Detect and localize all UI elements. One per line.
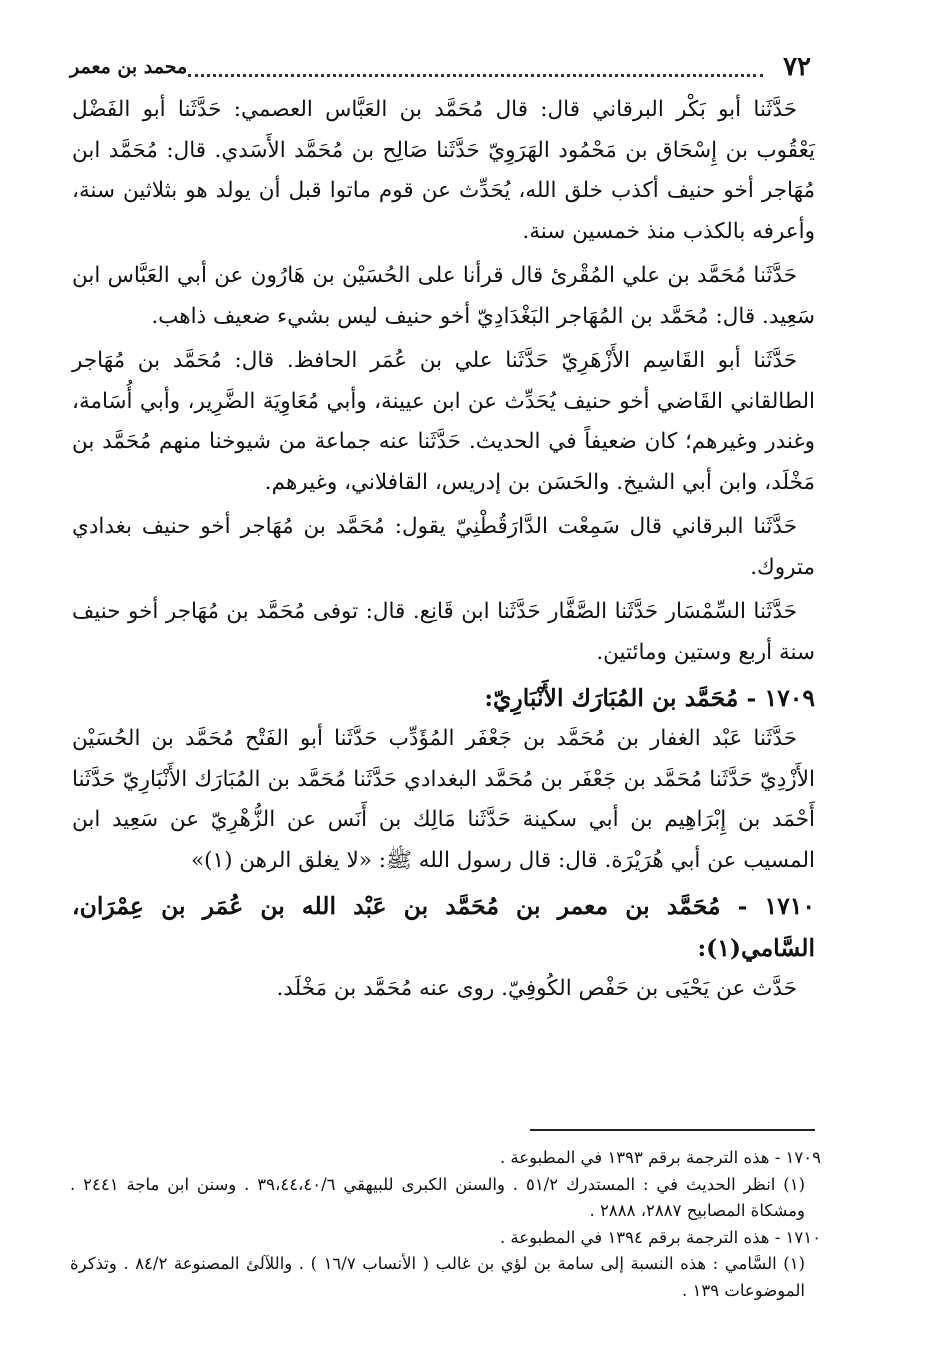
footnote: ١٧٠٩ - هذه الترجمة برقم ١٣٩٣ في المطبوعة . — [499, 1148, 821, 1167]
paragraph: حَدَّثَنا أبو بَكْر البرقاني قال: قال مُحَمَّد بن العَبَّاس العصمي: حَدَّثَنا أبو الفَضْل يَعْقُوب بن إِسْحَاق بن مَحْمُود الهَرَوِيّ حَدَّثَنا صَالِح بن مُحَمَّد الأَسَدي. قال: مُحَمَّد ابن مُهَاجر أخو حنيف أكذب خلق الله، يُحَدِّث عن قوم ماتوا قبل أن يولد هو بثلاثين سنة، وأعرفه بالكذب منذ خمسين سنة. — [72, 97, 815, 244]
paragraph: حَدَّثَنا عَبْد الغفار بن مُحَمَّد بن جَعْفَر المُؤَدِّب حَدَّثَنا أبو الفَتْح مُحَمَّد بن الحُسَيْن الأَزْدِيّ حَدَّثَنا مُحَمَّد بن جَعْفَر بن مُحَمَّد البغدادي حَدَّثَنا مُحَمَّد بن المُبَارَك الأَنْبَارِيّ حَدَّثَنا أَحْمَد بن إِبْرَاهِيم بن أبي سكينة حَدَّثَنا مَالِك بن أَنَس عن الزُّهْرِيّ عن سَعِيد ابن المسيب عن أبي هُرَيْرَة. قال: قال رسول الله ﷺ: «لا يغلق الرهن (١)» — [72, 726, 815, 873]
paragraph: حَدَّثَنا مُحَمَّد بن علي المُقْرئ قال قرأنا على الحُسَيْن بن هَارُون عن أبي العَبَّاس ابن سَعِيد. قال: مُحَمَّد بن المُهَاجر البَغْدَادِيّ أخو حنيف ليس بشيء ضعيف ذاهب. — [72, 263, 815, 329]
paragraph: حَدَّثَنا البرقاني قال سَمِعْت الدَّارَقُطْنِيّ يقول: مُحَمَّد بن مُهَاجر أخو حنيف بغدادي متروك. — [72, 514, 815, 580]
entry-heading-1709: ١٧٠٩ - مُحَمَّد بن المُبَارَك الأَنْبَارِيّ: — [484, 684, 815, 712]
running-title: محمد بن معمر — [70, 56, 188, 78]
paragraph: حَدَّثَنا السِّمْسَار حَدَّثَنا الصَّفَّار حَدَّثَنا ابن قَانِع. قال: توفى مُحَمَّد بن مُهَاجر أخو حنيف سنة أربع وستين ومائتين. — [72, 599, 815, 665]
page-number: ٧٢ — [783, 52, 811, 82]
footnote: ١٧١٠ - هذه الترجمة برقم ١٣٩٤ في المطبوعة . — [499, 1227, 821, 1247]
page-header — [70, 52, 811, 86]
footnote: (١) السَّامي : هذه النسبة إلى سامة بن لؤي بن غالب ( الأنساب ١٦/٧ ) . واللآلئ المصنوعة ٨٤/٢ . وتذكرة الموضوعات ١٣٩ . — [70, 1254, 806, 1300]
header-dotted-leader — [188, 74, 763, 77]
footnote-divider — [530, 1129, 815, 1131]
paragraph: حَدَّثَنا أبو القَاسِم الأَزْهَرِيّ حَدَّثَنا علي بن عُمَر الحافظ. قال: مُحَمَّد بن مُهَاجر الطالقاني القَاضي أخو حنيف يُحَدِّث عن ابن عيينة، وأبي مُعَاوِيَة الضَّرِير، وأبي أُسَامة، وغندر وغيرهم؛ كان ضعيفاً في الحديث. حَدَّثَنا عنه جماعة من شيوخنا منهم مُحَمَّد بن مَخْلَد، وابن أبي الشيخ. والحَسَن بن إدريس، القافلاني، وغيرهم. — [72, 348, 815, 495]
paragraph: حَدَّث عن يَحْيَى بن حَفْص الكُوفِيّ. روى عنه مُحَمَّد بن مَخْلَد. — [276, 976, 797, 1001]
main-text — [72, 90, 815, 1014]
footnote: (١) انظر الحديث في : المستدرك ٥١/٢ . والسنن الكبرى للبيهقي ٣٩،٤٤،٤٠/٦ . وسنن ابن ماجة ٢٤٤١ . ومشكاة المصابيح ٢٨٨٧، ٢٨٨٨ . — [70, 1174, 806, 1220]
footnotes — [70, 1145, 821, 1304]
entry-heading-1710: ١٧١٠ - مُحَمَّد بن معمر بن مُحَمَّد بن عَبْد الله بن عُمَر بن عِمْرَان، السَّامي(١): — [72, 892, 815, 962]
